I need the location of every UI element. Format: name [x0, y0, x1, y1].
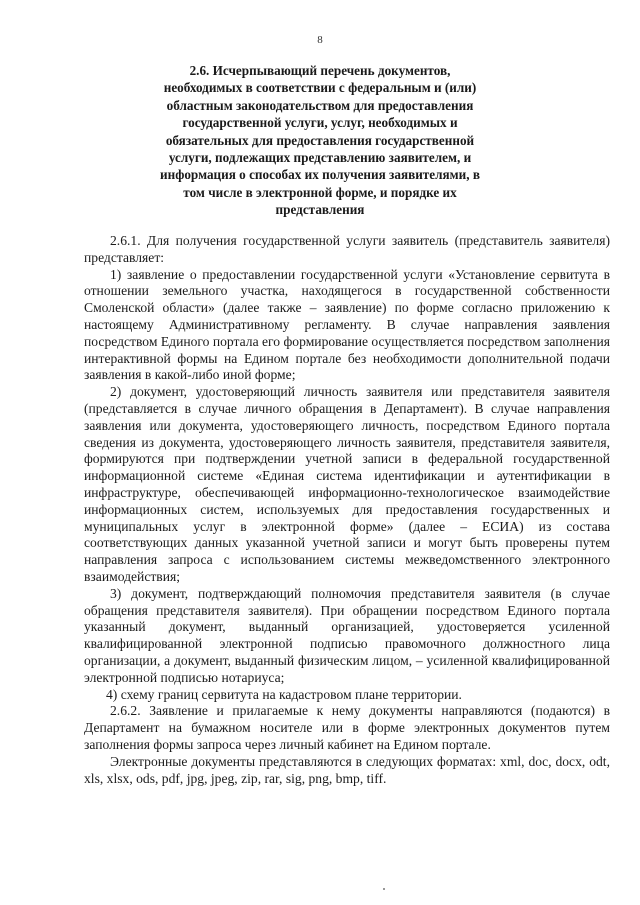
- paragraph-formats: Электронные документы представляются в следующих форматах: xml, doc, docx, odt, xls, xlsx, ods, pdf, jpg, jpeg, zip, rar, sig, png, bmp, tiff.: [84, 753, 610, 786]
- document-body: [84, 233, 610, 787]
- list-item-3: 3) документ, подтверждающий полномочия представителя заявителя (в случае обращения представителя заявителя). При обращении посредством Единого портала указанный документ, выданный организацией, удостоверяется усиленной квалифицированной электронной подписью правомочного должностного лица организации, а документ, выданный физическим лицом, – усиленной квалифицированной электронной подписью нотариуса;: [84, 585, 610, 685]
- section-title: 2.6. Исчерпывающий перечень документов, необходимых в соответствии с федеральным и (или) областным законодательством для предоставления государственной услуги, услуг, необходимых и обязательных для предоставления государственной услуги, подлежащих представлению заявителем, и информация о способах их получения заявителями, в том числе в электронной форме, и порядке их представления: [160, 63, 480, 218]
- page-number: 8: [317, 34, 323, 46]
- paragraph-2-6-1: 2.6.1. Для получения государственной услуги заявитель (представитель заявителя) представляет:: [84, 233, 610, 265]
- list-item-2: 2) документ, удостоверяющий личность заявителя или представителя заявителя (представляется в случае личного обращения в Департамент). В случае направления заявления или документа, удостоверяющего личность, посредством Единого портала сведения из документа, удостоверяющего личность заявителя, представителя заявителя, формируются при подтверждении учетной записи в федеральной государственной информационной системе «Единая система идентификации и аутентификации в инфраструктуре, обеспечивающей информационно-технологическое взаимодействие информационных систем, используемых для предоставления государственных и муниципальных услуг в электронной форме» (далее – ЕСИА) из состава соответствующих данных указанной учетной записи и могут быть проверены путем направления запроса с использованием системы межведомственного электронного взаимодействия;: [84, 384, 610, 584]
- scan-speck: [383, 888, 385, 890]
- list-item-4: 4) схему границ сервитута на кадастровом плане территории.: [106, 686, 462, 702]
- list-item-1: 1) заявление о предоставлении государственной услуги «Установление сервитута в отношении земельного участка, находящегося в государственной собственности Смоленской области» (далее также – заявление) по форме согласно приложению к настоящему Административному регламенту. В случае направления заявления посредством Единого портала его формирование осуществляется посредством заполнения интерактивной формы на Едином портале без необходимости дополнительной подачи заявления в какой-либо иной форме;: [84, 266, 610, 383]
- paragraph-2-6-2: 2.6.2. Заявление и прилагаемые к нему документы направляются (подаются) в Департамент на бумажном носителе или в форме электронных документов путем заполнения формы запроса через личный кабинет на Едином портале.: [84, 703, 610, 752]
